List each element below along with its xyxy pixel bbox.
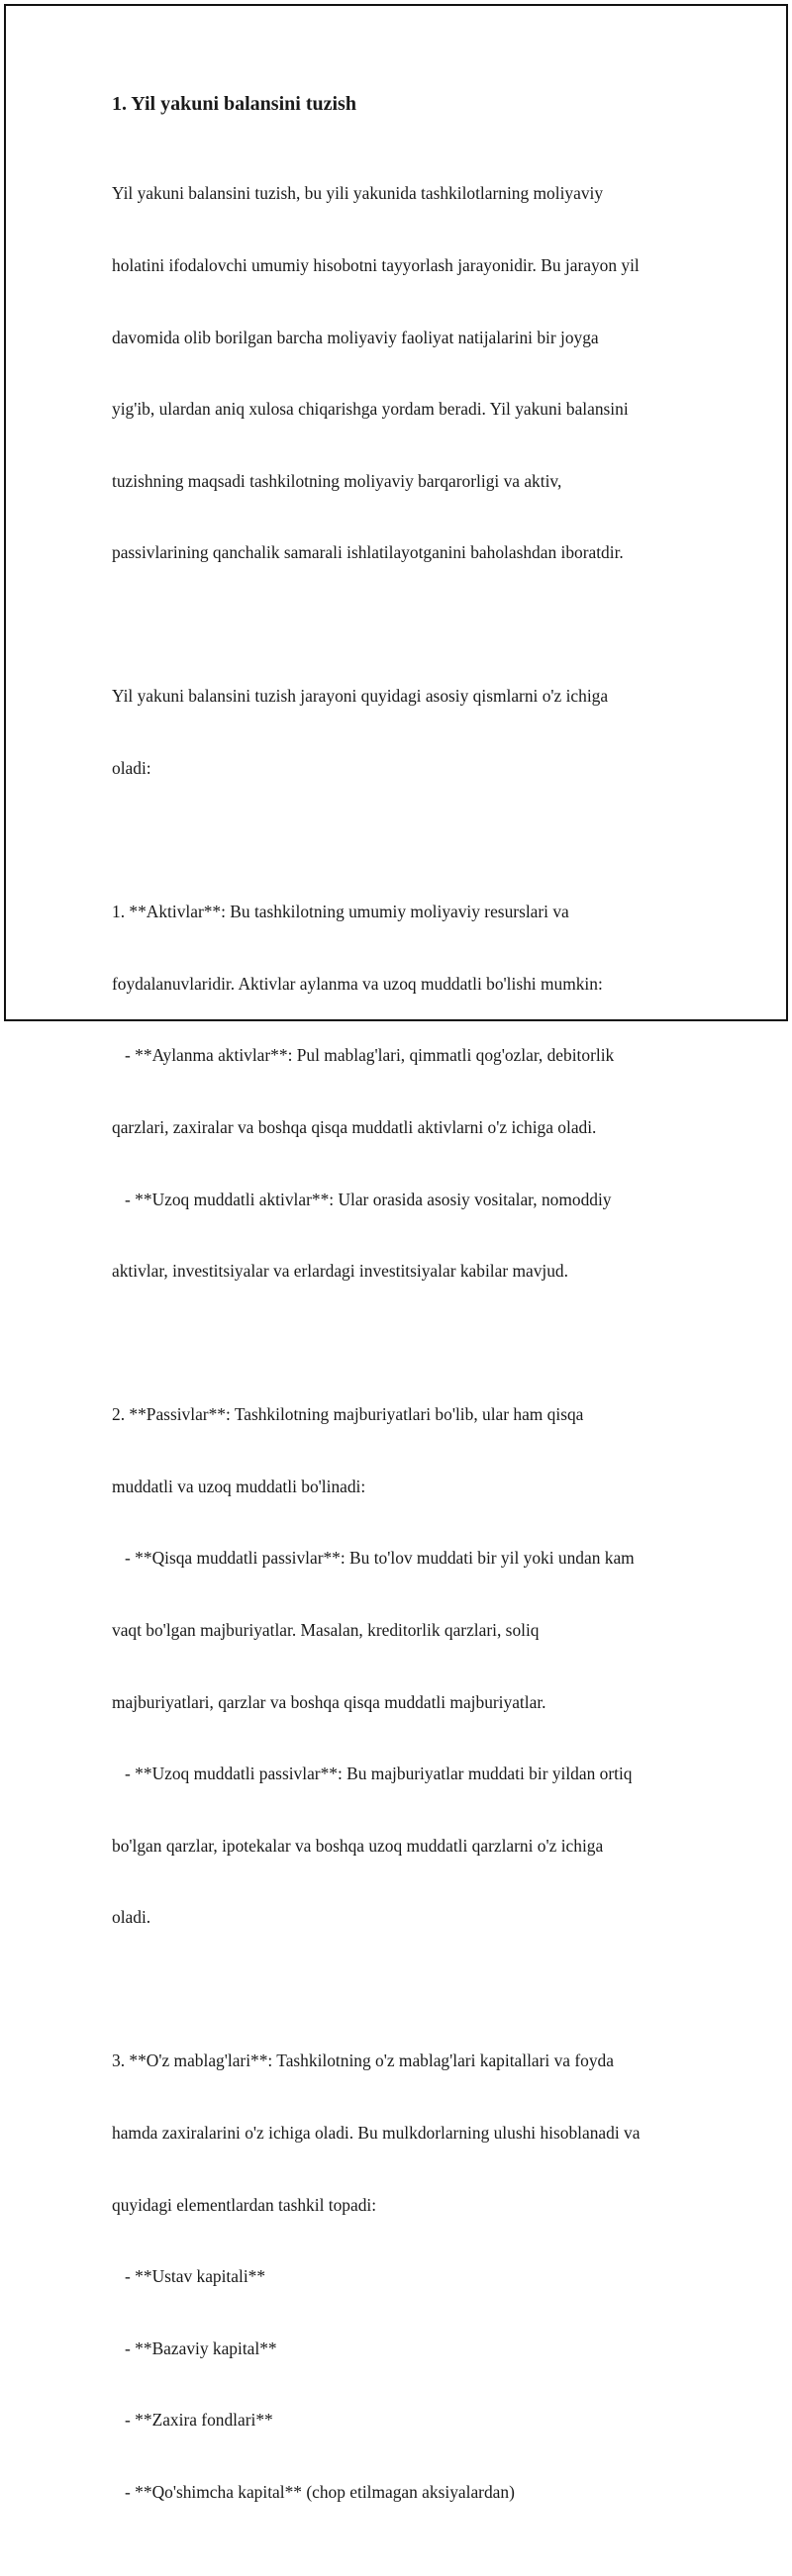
equity-list-item: - **Qo'shimcha kapital** (chop etilmagan aksiyalardan) bbox=[112, 2482, 515, 2503]
document-title: 1. Yil yakuni balansini tuzish bbox=[112, 93, 356, 115]
longterm-liabilities-line: oladi. bbox=[112, 1907, 151, 1928]
noncurrent-assets-line: aktivlar, investitsiyalar va erlardagi investitsiyalar kabilar mavjud. bbox=[112, 1261, 568, 1282]
document-body bbox=[112, 91, 686, 2576]
longterm-liabilities-item: - **Uzoq muddatli passivlar**: Bu majburiyatlar muddati bir yildan ortiq bbox=[112, 1764, 633, 1784]
process-paragraph bbox=[112, 636, 686, 828]
intro-line: tuzishning maqsadi tashkilotning moliyaviy barqarorligi va aktiv, bbox=[112, 470, 562, 491]
intro-line: Yil yakuni balansini tuzish, bu yili yakunida tashkilotlarning moliyaviy bbox=[112, 183, 604, 204]
section-liabilities bbox=[112, 1355, 686, 1977]
equity-list-item: - **Ustav kapitali** bbox=[112, 2266, 266, 2287]
liabilities-heading-line: 2. **Passivlar**: Tashkilotning majburiyatlari bo'lib, ular ham qisqa bbox=[112, 1404, 584, 1425]
current-assets-item: - **Aylanma aktivlar**: Pul mablag'lari, qimmatli qog'ozlar, debitorlik bbox=[112, 1045, 615, 1066]
assets-line: foydalanuvlaridir. Aktivlar aylanma va uzoq muddatli bo'lishi mumkin: bbox=[112, 973, 603, 994]
current-liabilities-line: majburiyatlari, qarzlar va boshqa qisqa muddatli majburiyatlar. bbox=[112, 1691, 546, 1712]
intro-line: passivlarining qanchalik samarali ishlatilayotganini baholashdan iboratdir. bbox=[112, 542, 624, 563]
section-assets bbox=[112, 852, 686, 1331]
equity-list-item: - **Zaxira fondlari** bbox=[112, 2410, 273, 2431]
equity-list-item: - **Bazaviy kapital** bbox=[112, 2337, 277, 2358]
equity-line: hamda zaxiralarini o'z ichiga oladi. Bu mulkdorlarning ulushi hisoblanadi va bbox=[112, 2123, 641, 2144]
process-line: Yil yakuni balansini tuzish jarayoni quyidagi asosiy qismlarni o'z ichiga bbox=[112, 686, 609, 707]
intro-line: holatini ifodalovchi umumiy hisobotni tayyorlash jarayonidir. Bu jarayon yil bbox=[112, 255, 640, 276]
current-liabilities-line: vaqt bo'lgan majburiyatlar. Masalan, kreditorlik qarzlari, soliq bbox=[112, 1619, 540, 1640]
section-equity bbox=[112, 2001, 686, 2552]
equity-heading-line: 3. **O'z mablag'lari**: Tashkilotning o'z mablag'lari kapitallari va foyda bbox=[112, 2051, 614, 2071]
liabilities-line: muddatli va uzoq muddatli bo'linadi: bbox=[112, 1476, 366, 1496]
intro-line: davomida olib borilgan barcha moliyaviy faoliyat natijalarini bir joyga bbox=[112, 327, 599, 347]
current-assets-line: qarzlari, zaxiralar va boshqa qisqa muddatli aktivlarni o'z ichiga oladi. bbox=[112, 1116, 597, 1137]
intro-line: yig'ib, ulardan aniq xulosa chiqarishga yordam beradi. Yil yakuni balansini bbox=[112, 399, 629, 420]
noncurrent-assets-item: - **Uzoq muddatli aktivlar**: Ular orasida asosiy vositalar, nomoddiy bbox=[112, 1189, 612, 1209]
current-liabilities-item: - **Qisqa muddatli passivlar**: Bu to'lov muddati bir yil yoki undan kam bbox=[112, 1548, 635, 1569]
longterm-liabilities-line: bo'lgan qarzlar, ipotekalar va boshqa uzoq muddatli qarzlarni o'z ichiga bbox=[112, 1835, 604, 1856]
intro-paragraph bbox=[112, 134, 686, 613]
equity-line: quyidagi elementlardan tashkil topadi: bbox=[112, 2194, 377, 2215]
process-line: oladi: bbox=[112, 758, 151, 779]
assets-heading-line: 1. **Aktivlar**: Bu tashkilotning umumiy moliyaviy resurslari va bbox=[112, 902, 569, 922]
